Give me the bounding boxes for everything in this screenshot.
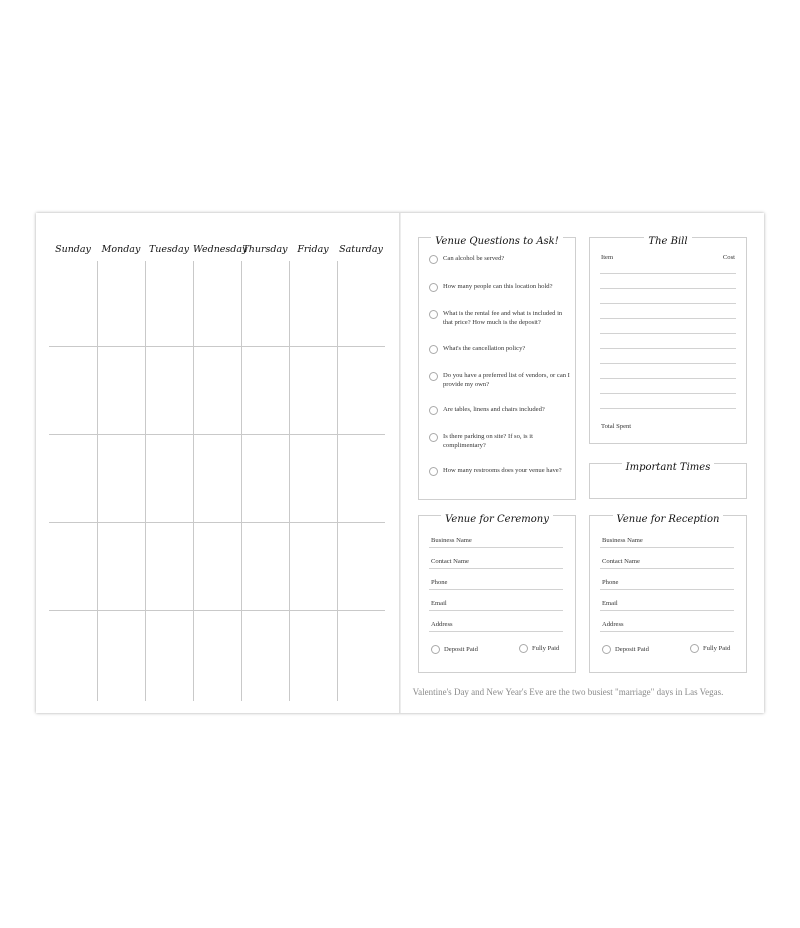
day-header-friday: Friday	[297, 244, 329, 255]
venue-questions-title: Venue Questions to Ask!	[431, 236, 563, 247]
address-label: Address	[431, 621, 453, 628]
business-name-label: Business Name	[431, 537, 472, 544]
bill-line	[600, 348, 736, 349]
address-field[interactable]	[429, 631, 563, 632]
bill-line	[600, 363, 736, 364]
contact-name-field[interactable]	[600, 568, 734, 569]
bill-line	[600, 378, 736, 379]
fully-paid-label: Fully Paid	[703, 645, 731, 652]
bill-total-label: Total Spent	[601, 423, 632, 430]
address-label: Address	[602, 621, 624, 628]
phone-label: Phone	[431, 579, 448, 586]
fully-paid-checkbox[interactable]	[519, 644, 528, 653]
ceremony-title: Venue for Ceremony	[441, 514, 553, 525]
day-header-sunday: Sunday	[55, 244, 91, 255]
deposit-paid-label: Deposit Paid	[444, 646, 478, 653]
question-text: How many people can this location hold?	[443, 283, 553, 290]
email-label: Email	[431, 600, 447, 607]
calendar-grid-line	[193, 261, 194, 701]
calendar-grid-line	[145, 261, 146, 701]
contact-name-field[interactable]	[429, 568, 563, 569]
question-checkbox[interactable]	[429, 283, 438, 292]
question-text: Are tables, linens and chairs included?	[443, 406, 545, 413]
question-text: What is the rental fee and what is included in that price? How much is the deposit?	[443, 310, 563, 326]
calendar-grid-line	[289, 261, 290, 701]
question-checkbox[interactable]	[429, 310, 438, 319]
day-header-thursday: Thursday	[242, 244, 288, 255]
calendar-grid-line	[337, 261, 338, 701]
ceremony-venue-box	[418, 515, 576, 673]
venue-questions-box	[418, 237, 576, 500]
question-text: Do you have a preferred list of vendors, or can I provide my own?	[443, 372, 570, 388]
deposit-paid-checkbox[interactable]	[431, 645, 440, 654]
calendar-grid-line	[49, 522, 385, 523]
email-label: Email	[602, 600, 618, 607]
phone-field[interactable]	[429, 589, 563, 590]
business-name-field[interactable]	[600, 547, 734, 548]
question-text: How many restrooms does your venue have?	[443, 467, 562, 474]
question-checkbox[interactable]	[429, 467, 438, 476]
question-checkbox[interactable]	[429, 406, 438, 415]
phone-label: Phone	[602, 579, 619, 586]
question-checkbox[interactable]	[429, 433, 438, 442]
phone-field[interactable]	[600, 589, 734, 590]
bill-line	[600, 393, 736, 394]
calendar-grid-line	[49, 434, 385, 435]
reception-title: Venue for Reception	[613, 514, 724, 525]
bill-line	[600, 408, 736, 409]
business-name-label: Business Name	[602, 537, 643, 544]
bill-title: The Bill	[644, 236, 691, 247]
day-header-monday: Monday	[101, 244, 141, 255]
question-checkbox[interactable]	[429, 345, 438, 354]
day-header-wednesday: Wednesday	[193, 244, 248, 255]
planner-spread	[36, 213, 764, 713]
calendar-grid-line	[97, 261, 98, 701]
calendar-grid-line	[241, 261, 242, 701]
day-header-saturday: Saturday	[339, 244, 383, 255]
fully-paid-checkbox[interactable]	[690, 644, 699, 653]
address-field[interactable]	[600, 631, 734, 632]
bill-line	[600, 333, 736, 334]
question-checkbox[interactable]	[429, 255, 438, 264]
bill-box	[589, 237, 747, 444]
email-field[interactable]	[429, 610, 563, 611]
reception-venue-box	[589, 515, 747, 673]
calendar-grid-line	[49, 610, 385, 611]
contact-name-label: Contact Name	[602, 558, 640, 565]
bill-line	[600, 318, 736, 319]
calendar-grid-line	[49, 346, 385, 347]
question-text: What's the cancellation policy?	[443, 345, 526, 352]
footer-fact: Valentine's Day and New Year's Eve are the two busiest "marriage" days in Las Vegas.	[412, 687, 724, 697]
bill-cost-header: Cost	[722, 254, 735, 261]
business-name-field[interactable]	[429, 547, 563, 548]
bill-item-header: Item	[601, 254, 614, 261]
question-checkbox[interactable]	[429, 372, 438, 381]
important-times-box	[589, 463, 747, 499]
bill-line	[600, 288, 736, 289]
question-text: Is there parking on site? If so, is it complimentary?	[443, 433, 533, 449]
question-text: Can alcohol be served?	[443, 255, 505, 262]
contact-name-label: Contact Name	[431, 558, 469, 565]
fully-paid-label: Fully Paid	[532, 645, 560, 652]
email-field[interactable]	[600, 610, 734, 611]
bill-line	[600, 273, 736, 274]
important-times-title: Important Times	[622, 462, 715, 473]
deposit-paid-label: Deposit Paid	[615, 646, 649, 653]
deposit-paid-checkbox[interactable]	[602, 645, 611, 654]
bill-line	[600, 303, 736, 304]
page-gutter	[399, 213, 401, 713]
day-header-tuesday: Tuesday	[148, 244, 190, 255]
